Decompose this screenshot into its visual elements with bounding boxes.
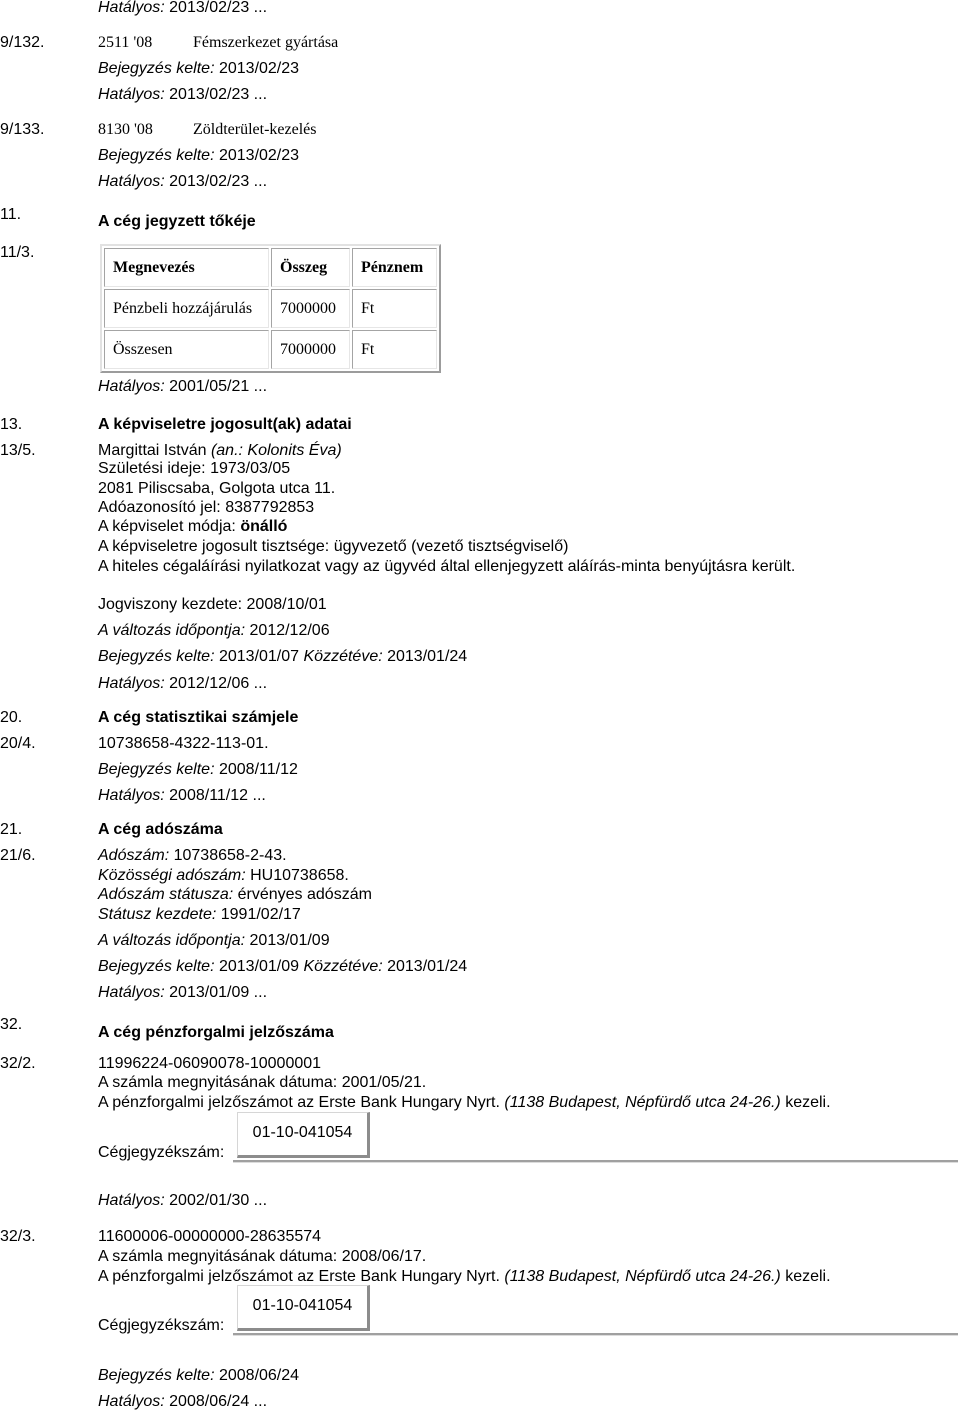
mother-name: (an.: Kolonits Éva) [210,442,342,459]
section-title: A cég jegyzett tőkéje [98,213,256,230]
section-number: 20. [0,709,23,726]
representation-mode-value: önálló [240,518,288,535]
entry-date-value: 2013/02/23 [218,147,300,164]
birth-date-value: 1973/03/05 [210,460,291,477]
change-date-label: A változás időpontja: [98,622,246,639]
change-date-line [98,932,330,950]
activity-name: Zöldterület-kezelés [193,121,317,138]
item-number: 32/2. [0,1055,36,1072]
tax-status-line [98,886,372,904]
tax-number-value: 10738658-2-43. [173,847,287,864]
entry-date-line [98,1367,299,1385]
entry-date-line [98,147,299,165]
effective-value: 2008/11/12 ... [169,787,266,804]
relation-start-value: 2008/10/01 [246,596,327,613]
effective-line [98,378,267,396]
entry-date-label: Bejegyzés kelte: [98,648,215,665]
table-row [104,330,437,369]
effective-line [98,86,267,104]
representative-name: Margittai István [98,442,207,459]
effective-label: Hatályos: [98,1393,165,1410]
account-opened-line [98,1248,426,1266]
section-number: 21. [0,821,23,838]
effective-value: 2013/02/23 ... [169,0,268,16]
account-opened-label: A számla megnyitásának dátuma: [98,1248,338,1265]
entry-date-value: 2008/06/24 [218,1367,300,1384]
effective-label: Hatályos: [98,984,165,1001]
tax-id-label: Adóazonosító jel: [98,499,221,516]
bank-managed-suffix: kezeli. [785,1268,831,1285]
company-reg-number-label: Cégjegyzékszám: [98,1317,225,1334]
effective-label: Hatályos: [98,0,165,16]
entry-date-label: Bejegyzés kelte: [98,958,215,975]
entry-date-line [98,958,467,976]
tax-status-value: érvényes adószám [237,886,372,903]
published-value: 2013/01/24 [387,958,468,975]
tax-status-label: Adószám státusza: [98,886,234,903]
eu-tax-number-line [98,867,349,885]
account-opened-label: A számla megnyitásának dátuma: [98,1074,338,1091]
effective-label: Hatályos: [98,1192,165,1209]
table-cell: Összesen [104,330,269,369]
bank-account-number: 11600006-00000000-28635574 [98,1228,322,1245]
effective-label: Hatályos: [98,378,165,395]
relation-start-line [98,596,327,614]
status-start-line [98,906,301,924]
divider [233,1333,958,1336]
change-date-line [98,622,330,640]
effective-value: 2012/12/06 ... [169,675,268,692]
item-number: 11/3. [0,244,35,261]
bank-managed-prefix: A pénzforgalmi jelzőszámot az Erste Bank Hungary Nyrt. [98,1268,500,1285]
table-cell: Ft [352,330,437,369]
eu-tax-number-label: Közösségi adószám: [98,867,246,884]
entry-date-value: 2008/11/12 [218,761,298,778]
entry-date-value: 2013/01/07 [218,648,300,665]
company-reg-number-label: Cégjegyzékszám: [98,1144,225,1161]
effective-value: 2002/01/30 ... [169,1192,268,1209]
item-number: 20/4. [0,735,36,752]
entry-date-line [98,648,467,666]
account-opened-value: 2001/05/21. [341,1074,427,1091]
effective-line [98,787,266,805]
company-reg-number-box[interactable]: 01-10-041054 [237,1285,370,1331]
effective-value: 2008/06/24 ... [169,1393,268,1410]
table-cell: 7000000 [271,289,350,328]
table-header: Megnevezés [104,248,269,287]
table-cell: Ft [352,289,437,328]
table-header: Összeg [271,248,350,287]
section-title: A cég pénzforgalmi jelzőszáma [98,1024,334,1041]
tax-number-line [98,847,287,865]
effective-label: Hatályos: [98,173,165,190]
item-number: 9/132. [0,34,45,51]
effective-label: Hatályos: [98,787,165,804]
entry-date-label: Bejegyzés kelte: [98,1367,215,1384]
company-reg-number-box[interactable]: 01-10-041054 [237,1112,370,1158]
tax-id-value: 8387792853 [225,499,315,516]
published-value: 2013/01/24 [387,648,468,665]
table-header-row [104,248,437,287]
table-header: Pénznem [352,248,437,287]
section-title: A cég adószáma [98,821,223,838]
birth-date-line [98,460,290,478]
status-start-value: 1991/02/17 [220,906,301,923]
entry-date-label: Bejegyzés kelte: [98,60,215,77]
effective-line [98,173,267,191]
section-number: 13. [0,416,23,433]
account-opened-value: 2008/06/17. [341,1248,427,1265]
change-date-label: A változás időpontja: [98,932,246,949]
entry-date-line [98,60,299,78]
change-date-value: 2013/01/09 [249,932,330,949]
entry-date-label: Bejegyzés kelte: [98,147,215,164]
signature-note: A hiteles cégaláírási nyilatkozat vagy az ügyvéd által ellenjegyzett aláírás-minta benyújtásra került. [98,558,796,575]
effective-label: Hatályos: [98,86,165,103]
bank-address: (1138 Budapest, Népfürdő utca 24-26.) [504,1268,781,1285]
activity-code: 8130 '08 [98,121,153,138]
table-cell: 7000000 [271,330,350,369]
published-label: Közzétéve: [303,648,383,665]
effective-line [98,1393,267,1411]
entry-date-value: 2013/02/23 [218,60,300,77]
section-title: A képviseletre jogosult(ak) adatai [98,416,352,433]
bank-address: (1138 Budapest, Népfürdő utca 24-26.) [504,1094,781,1111]
effective-value: 2001/05/21 ... [169,378,268,395]
tax-number-label: Adószám: [98,847,170,864]
position-label: A képviseletre jogosult tisztsége: [98,538,330,555]
representation-mode-label: A képviselet módja: [98,518,236,535]
capital-table [100,244,441,373]
item-number: 21/6. [0,847,36,864]
account-opened-line [98,1074,426,1092]
effective-line [98,675,267,693]
position-value: ügyvezető (vezető tisztségviselő) [333,538,569,555]
address: 2081 Piliscsaba, Golgota utca 11. [98,480,336,497]
activity-code: 2511 '08 [98,34,153,51]
entry-date-value: 2013/01/09 [218,958,300,975]
bank-managed-line [98,1094,831,1112]
section-number: 11. [0,206,22,223]
birth-date-label: Születési ideje: [98,460,206,477]
statistical-number: 10738658-4322-113-01. [98,735,269,752]
table-cell: Pénzbeli hozzájárulás [104,289,269,328]
bank-managed-suffix: kezeli. [785,1094,831,1111]
effective-value: 2013/02/23 ... [169,173,268,190]
effective-line [98,984,267,1002]
section-number: 32. [0,1016,23,1033]
relation-start-label: Jogviszony kezdete: [98,596,243,613]
bank-managed-line [98,1268,831,1286]
bank-account-number: 11996224-06090078-10000001 [98,1055,322,1072]
effective-line [98,0,267,17]
effective-value: 2013/01/09 ... [169,984,268,1001]
eu-tax-number-value: HU10738658. [250,867,349,884]
divider [233,1160,958,1163]
item-number: 9/133. [0,121,45,138]
tax-id-line [98,499,314,517]
item-number: 32/3. [0,1228,36,1245]
entry-date-label: Bejegyzés kelte: [98,761,215,778]
status-start-label: Státusz kezdete: [98,906,217,923]
entry-date-line [98,761,298,779]
activity-name: Fémszerkezet gyártása [193,34,339,51]
effective-line [98,1192,267,1210]
bank-managed-prefix: A pénzforgalmi jelzőszámot az Erste Bank Hungary Nyrt. [98,1094,500,1111]
published-label: Közzétéve: [303,958,383,975]
representative-name-line [98,442,342,460]
section-title: A cég statisztikai számjele [98,709,299,726]
table-row [104,289,437,328]
effective-value: 2013/02/23 ... [169,86,268,103]
effective-label: Hatályos: [98,675,165,692]
representation-mode-line [98,518,287,536]
change-date-value: 2012/12/06 [249,622,330,639]
item-number: 13/5. [0,442,36,459]
position-line [98,538,568,556]
